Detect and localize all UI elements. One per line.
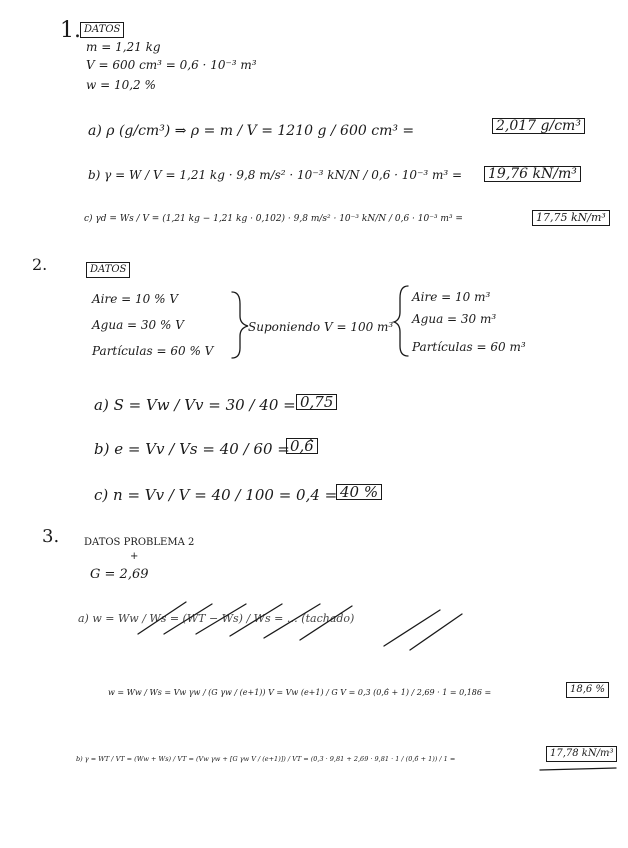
problem-3-a: w = Ww / Ws = Vw γw / (G γw / (e+1)) V = Vw (e+1) / G V = 0,3 (0,6̂ + 1) / 2,69 · 1 = 0,186 = [108, 688, 492, 697]
problem-1-given-mass: m = 1,21 kg [86, 40, 161, 54]
problem-2-value-air: Aire = 10 m³ [412, 290, 491, 304]
problem-2-number: 2. [32, 255, 48, 274]
problem-2-given-particles: Partículas = 60 % V [92, 344, 214, 358]
problem-1-number: 1. [60, 18, 81, 43]
problem-2-given-water: Agua = 30 % V [92, 318, 184, 332]
problem-3-number: 3. [42, 526, 60, 547]
problem-2-b-result: 0,6̂ [286, 438, 318, 454]
problem-1-b-result: 19,76 kN/m³ [484, 166, 581, 182]
problem-3-given-g: G = 2,69 [90, 567, 149, 582]
problem-3-a-struck: a) w = Ww / Ws = (WT − Ws) / Ws = … (tachado) [78, 612, 355, 625]
problem-1-c: c) γd = Ws / V = (1,21 kg − 1,21 kg · 0,102) · 9,8 m/s² · 10⁻³ kN/N / 0,6 · 10⁻³ m³ = [84, 214, 463, 224]
problem-2-a-result: 0,75 [296, 394, 337, 410]
problem-1-heading: DATOS [80, 22, 124, 38]
problem-3-heading: DATOS PROBLEMA 2 [84, 537, 195, 548]
problem-2-b: b) e = Vv / Vs = 40 / 60 = [94, 440, 290, 458]
problem-2-a: a) S = Vw / Vv = 30 / 40 = [94, 396, 296, 414]
problem-3-b-result: 17,78 kN/m³ [546, 746, 617, 762]
problem-1-c-result: 17,75 kN/m³ [532, 210, 610, 226]
problem-3-plus: + [130, 551, 139, 562]
problem-3-b: b) γ = WT / VT = (Ww + Ws) / VT = (Vw γw + [G γw V / (e+1)]) / VT = (0,3 · 9,81 + 2,69 · 9,81 · 1 / (0,6̂ + 1)) / 1 = [76, 755, 456, 763]
problem-1-a-result: 2,017 g/cm³ [492, 118, 585, 134]
problem-1-b: b) γ = W / V = 1,21 kg · 9,8 m/s² · 10⁻³ kN/N / 0,6 · 10⁻³ m³ = [88, 168, 463, 182]
problem-1-given-volume: V = 600 cm³ = 0,6 · 10⁻³ m³ [86, 58, 257, 72]
problem-2-given-air: Aire = 10 % V [92, 292, 178, 306]
problem-2-c: c) n = Vv / V = 40 / 100 = 0,4 = [94, 486, 338, 504]
problem-3-a-result: 18,6 % [566, 682, 609, 698]
problem-2-value-particles: Partículas = 60 m³ [412, 340, 526, 354]
problem-2-c-result: 40 % [336, 484, 382, 500]
problem-1-given-water: w = 10,2 % [86, 78, 156, 92]
problem-1-a: a) ρ (g/cm³) ⇒ ρ = m / V = 1210 g / 600 cm³ = [88, 123, 415, 139]
problem-2-heading: DATOS [86, 262, 130, 278]
problem-2-assumption: Suponiendo V = 100 m³ [248, 320, 394, 334]
problem-2-value-water: Agua = 30 m³ [412, 312, 497, 326]
